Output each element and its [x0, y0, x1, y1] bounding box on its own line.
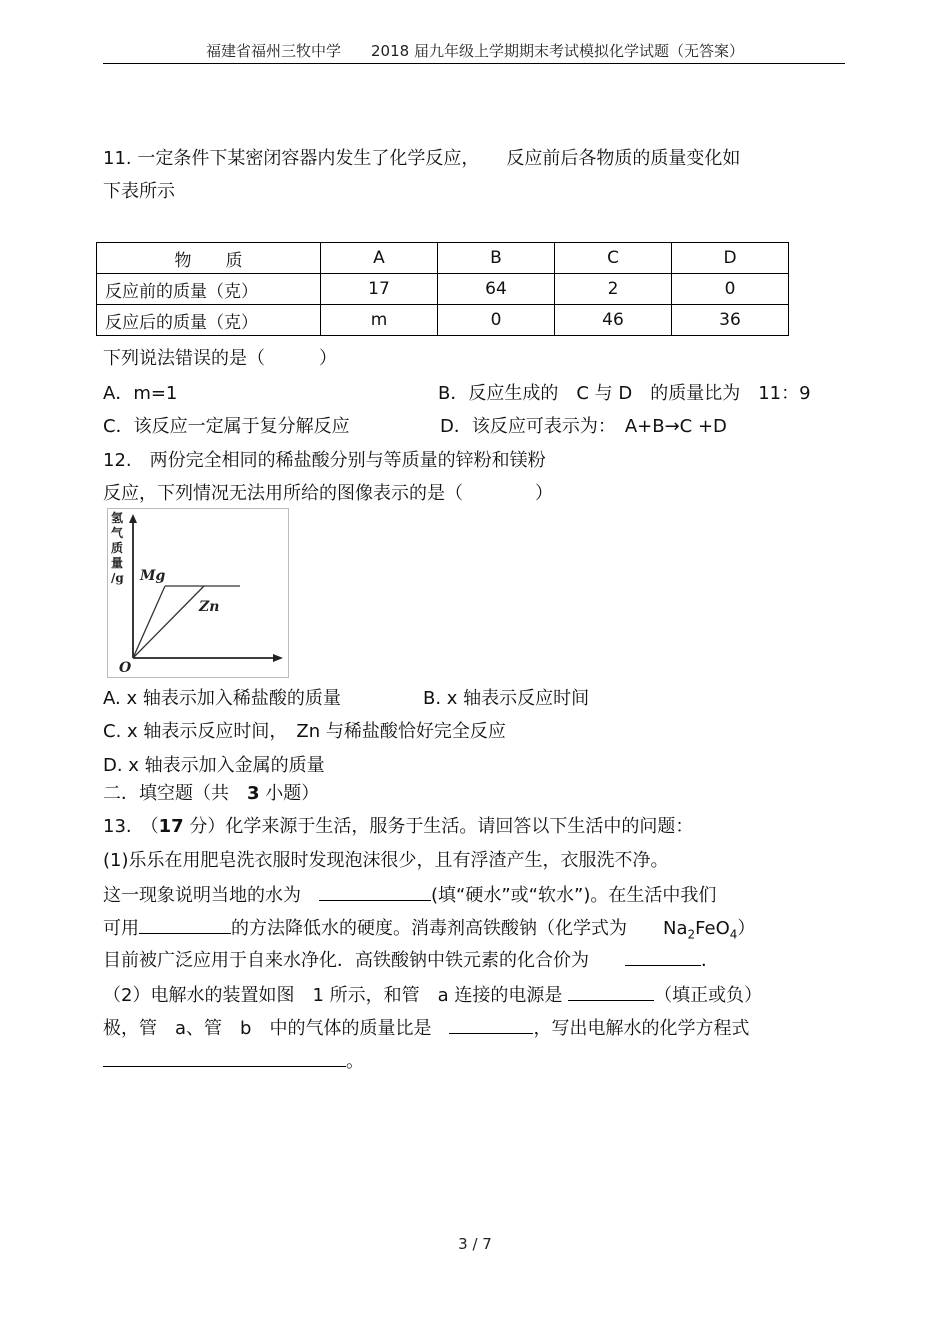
q13-part2-line1: [103, 982, 762, 1008]
q11-stem-line1: 11. 一定条件下某密闭容器内发生了化学反应， 反应前后各物质的质量变化如: [103, 148, 741, 169]
table-cell: 0: [438, 305, 555, 336]
q13-text: 。: [346, 1051, 364, 1072]
q13-text: 目前被广泛应用于自来水净化．高铁酸钠中铁元素的化合价为: [103, 950, 625, 971]
mg-curve-rise: [133, 586, 165, 658]
q13-text: ）: [737, 918, 756, 939]
q12-option-b: B. x 轴表示反应时间: [423, 688, 590, 709]
y-axis-label-char: 氢: [111, 511, 124, 525]
q13-part2-line3: [103, 1048, 364, 1074]
table-row: [97, 274, 789, 305]
table-row-label: 反应前的质量（克）: [97, 274, 321, 305]
table-cell: 17: [321, 274, 438, 305]
q12-option-a: A. x 轴表示加入稀盐酸的质量: [103, 688, 341, 709]
y-axis-label-char: 质: [111, 541, 124, 555]
answer-blank-valence[interactable]: [625, 947, 701, 966]
q11-option-c: C．该反应一定属于复分解反应: [103, 416, 350, 437]
q13-text: 极，管 a、管 b 中的气体的质量比是: [103, 1018, 450, 1039]
q12-option-d: D. x 轴表示加入金属的质量: [103, 755, 325, 776]
q13-text: （填正或负）: [654, 985, 763, 1006]
q13-part1-line3: [103, 915, 755, 947]
q13-part2-line2: [103, 1015, 749, 1041]
mass-change-table: [96, 242, 789, 336]
q13-part1-line4: [103, 947, 719, 973]
mg-label: Mg: [140, 568, 166, 584]
table-cell: m: [321, 305, 438, 336]
answer-blank-softening-method[interactable]: [139, 915, 231, 934]
table-header-row: [97, 243, 789, 274]
page-number: 3 / 7: [458, 1235, 492, 1253]
q13-text: ，写出电解水的化学方程式: [533, 1018, 750, 1039]
page-header: 福建省福州三牧中学 2018 届九年级上学期期末考试模拟化学试题（无答案）: [206, 42, 744, 60]
table-header-cell: B: [438, 243, 555, 274]
table-cell: 36: [672, 305, 789, 336]
q11-option-d: D．该反应可表示为： A+B→C +D: [440, 416, 727, 437]
table-header-cell: 物 质: [97, 243, 321, 274]
answer-blank-equation[interactable]: [103, 1048, 346, 1067]
q13-text: （2）电解水的装置如图 1 所示，和管 a 连接的电源是: [103, 985, 569, 1006]
table-cell: 2: [555, 274, 672, 305]
q11-option-b: B．反应生成的 C 与 D 的质量比为 11：9: [438, 383, 811, 404]
q13-text: ．: [701, 950, 719, 971]
section-heading: [103, 782, 319, 806]
table-header-cell: C: [555, 243, 672, 274]
y-axis-label-char: /g: [111, 571, 124, 585]
answer-blank-water-type[interactable]: [319, 882, 431, 901]
formula-text: FeO: [695, 918, 730, 939]
answer-blank-electrode[interactable]: [568, 982, 654, 1001]
formula-subscript: 2: [687, 927, 696, 942]
q12-option-c: C. x 轴表示反应时间， Zn 与稀盐酸恰好完全反应: [103, 721, 506, 742]
q13-part1-line1: (1)乐乐在用肥皂洗衣服时发现泡沫很少，且有浮渣产生，衣服洗不净。: [103, 850, 669, 871]
y-axis-label-char: 气: [111, 526, 124, 540]
y-axis-label: [111, 510, 127, 585]
q13-score: 17: [158, 816, 184, 837]
q13-text: 可用: [103, 918, 139, 939]
section-question-count: 3: [247, 783, 260, 804]
q13-intro-text: 分）化学来源于生活，服务于生活。请回答以下生活中的问题：: [183, 816, 694, 837]
q11-option-a: A．m=1: [103, 383, 178, 404]
q12-stem-line2: 反应，下列情况无法用所给的图像表示的是（ ）: [103, 483, 553, 504]
table-row: [97, 305, 789, 336]
q13-number: 13. （: [103, 816, 159, 837]
q13-text: 这一现象说明当地的水为: [103, 885, 319, 906]
table-cell: 64: [438, 274, 555, 305]
table-header-cell: A: [321, 243, 438, 274]
zn-curve-rise: [133, 586, 204, 658]
q13-text: (填“硬水”或“软水”)。在生活中我们: [431, 885, 717, 906]
q13-intro: [103, 815, 693, 839]
q13-text: 的方法降低水的硬度。消毒剂高铁酸钠（化学式为 Na: [231, 918, 688, 939]
section-heading-prefix: 二．填空题（共: [103, 783, 247, 804]
hydrogen-mass-graph: [107, 508, 289, 678]
answer-blank-mass-ratio[interactable]: [449, 1015, 533, 1034]
formula-subscript: 4: [729, 927, 738, 942]
q11-stem-line2: 下表所示: [103, 181, 175, 202]
q12-stem-line1: 12. 两份完全相同的稀盐酸分别与等质量的锌粉和镁粉: [103, 450, 546, 471]
table-cell: 0: [672, 274, 789, 305]
table-cell: 46: [555, 305, 672, 336]
q11-prompt: 下列说法错误的是（ ）: [103, 348, 337, 369]
header-rule: [103, 63, 845, 64]
table-header-cell: D: [672, 243, 789, 274]
origin-label: O: [119, 660, 132, 676]
x-axis-arrow: [273, 654, 283, 662]
y-axis-arrow: [129, 514, 137, 523]
table-row-label: 反应后的质量（克）: [97, 305, 321, 336]
y-axis-label-char: 量: [111, 556, 124, 570]
q13-part1-line2: [103, 882, 716, 908]
section-heading-suffix: 小题）: [259, 783, 320, 804]
zn-label: Zn: [199, 599, 220, 615]
